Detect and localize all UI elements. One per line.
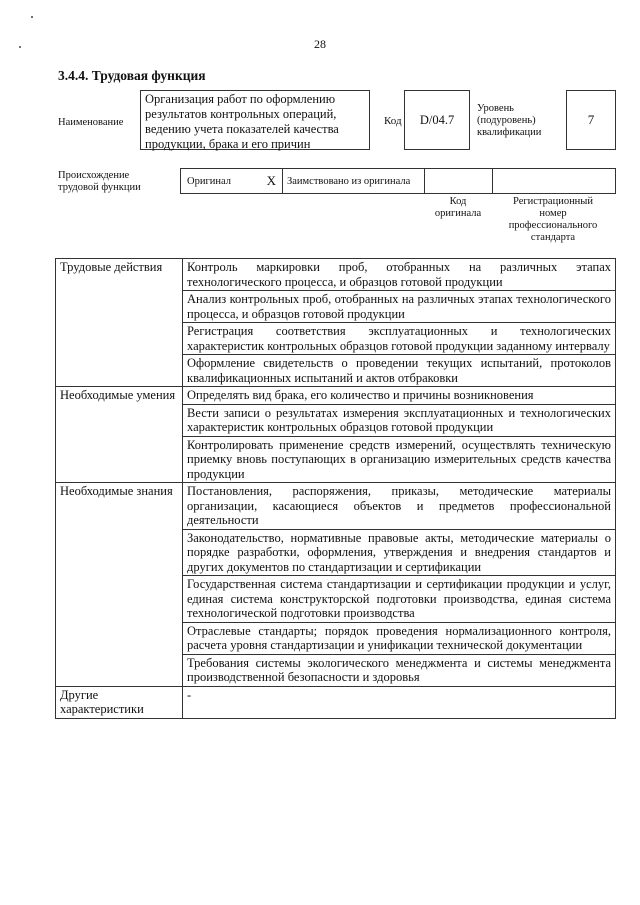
code-value: D/04.7: [404, 90, 470, 150]
row-label: Необходимые умения: [56, 387, 183, 483]
origin-reg-cell: [493, 169, 615, 193]
table-row: [56, 259, 616, 291]
origin-row: [180, 168, 616, 194]
table-row: [56, 387, 616, 405]
table-cell: Анализ контрольных проб, отобранных на различных этапах технологического процесса, и образцов готовой продукции: [183, 291, 616, 323]
table-row: [56, 686, 616, 718]
table-cell: Государственная система стандартизации и сертификации продукции и услуг, единая система конструкторской подготовки производства, единая система технологической подготовки производства: [183, 576, 616, 623]
code-label: Код: [384, 115, 402, 127]
table-cell: Определять вид брака, его количество и причины возникновения: [183, 387, 616, 405]
borrowed-label: Заимствовано из оригинала: [283, 169, 425, 193]
table-row: [56, 483, 616, 530]
row-label: Другие характеристики: [56, 686, 183, 718]
table-cell: Законодательство, нормативные правовые акты, методические материалы о порядке разработки, оформления, утверждения и внедрения стандартов и других документов по стандартизации и сертификации: [183, 529, 616, 576]
table-cell: Контроль маркировки проб, отобранных на различных этапах технологического процесса, и образцов готовой продукции: [183, 259, 616, 291]
page-number: 28: [314, 37, 326, 51]
table-cell: Вести записи о результатах измерения эксплуатационных и технологических характеристик контрольных образцов готовой продукции: [183, 404, 616, 436]
table-cell: Требования системы экологического менеджмента и системы менеджмента производственной безопасности и здоровья: [183, 654, 616, 686]
table-cell: Отраслевые стандарты; порядок проведения нормализационного контроля, расчета уровня стандартизации и унификации технической документации: [183, 622, 616, 654]
scan-speck: [31, 16, 33, 18]
table-cell: Постановления, распоряжения, приказы, методические материалы организации, касающиеся объектов и предметов профессиональной деятельности: [183, 483, 616, 530]
code-caption: Код оригинала: [434, 196, 482, 219]
origin-code-cell: [425, 169, 493, 193]
row-label: Трудовые действия: [56, 259, 183, 387]
origin-label: Происхождение трудовой функции: [58, 170, 141, 193]
section-title: 3.4.4. Трудовая функция: [58, 68, 206, 83]
level-value: 7: [566, 90, 616, 150]
function-table: [55, 258, 616, 719]
row-label: Необходимые знания: [56, 483, 183, 687]
table-cell: Регистрация соответствия эксплуатационных и технологических характеристик контрольных образцов готовой продукции заданному интервалу: [183, 323, 616, 355]
name-value: Организация работ по оформлению результатов контрольных операций, ведению учета показателей качества продукции, брака и его причин: [140, 90, 370, 150]
reg-caption: Регистрационный номер профессионального стандарта: [508, 196, 598, 243]
original-cell: [181, 169, 283, 193]
table-cell: -: [183, 686, 616, 718]
level-label: Уровень (подуровень) квалификации: [477, 103, 542, 138]
original-label: Оригинал: [187, 175, 231, 187]
table-cell: Оформление свидетельств о проведении текущих испытаний, протоколов квалификационных испытаний и актов отбраковки: [183, 355, 616, 387]
table-cell: Контролировать применение средств измерений, осуществлять техническую приемку вновь поступающих в организацию измерительных средств качества продукции: [183, 436, 616, 483]
name-label: Наименование: [58, 117, 124, 128]
original-mark: X: [266, 173, 276, 188]
